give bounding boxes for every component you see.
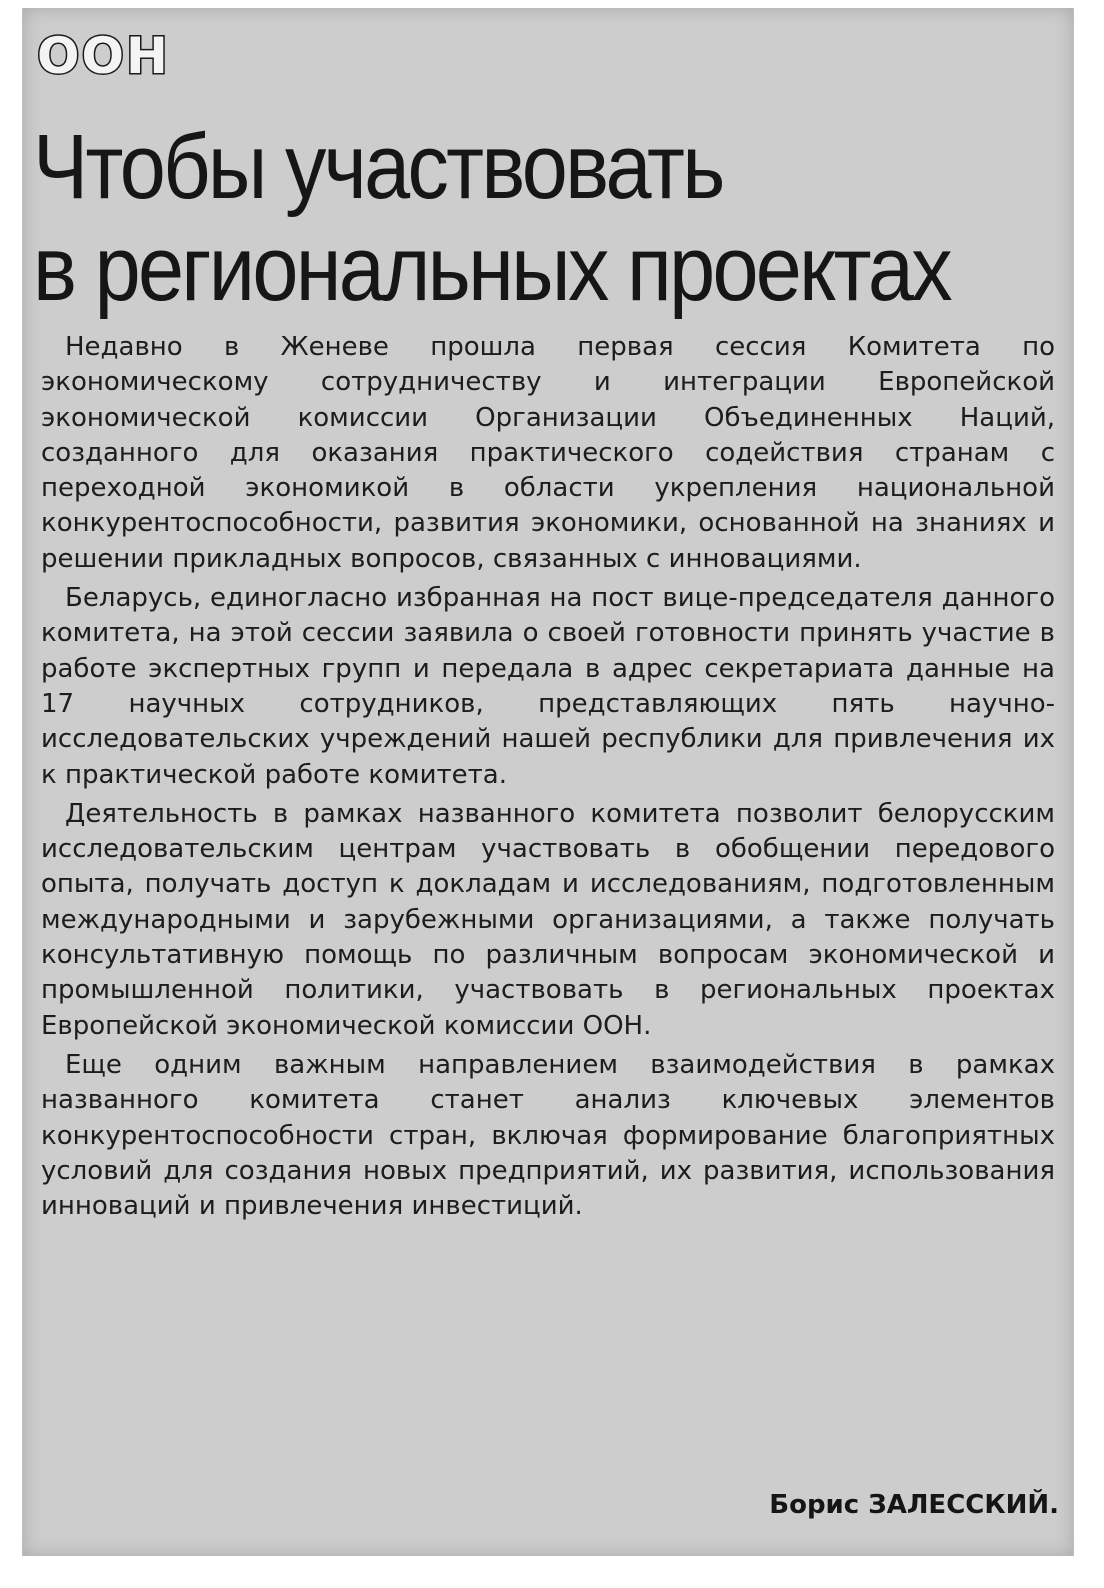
article-body — [41, 330, 1055, 1228]
paragraph: Беларусь, единогласно избранная на пост вице-председателя данного комитета, на этой сессии заявила о своей готовности принять участие в работе экспертных групп и передала в адрес секретариата данные на 17 научных сотрудников, представляющих пять научно-исследовательских учреждений нашей республики для привлечения их к практической работе комитета. — [41, 583, 1055, 790]
section-rubric: ООН — [37, 27, 170, 85]
author-signature: Борис ЗАЛЕССКИЙ. — [769, 1490, 1059, 1520]
headline-line-1: Чтобы участвовать — [33, 116, 723, 218]
paragraph: Еще одним важным направлением взаимодействия в рамках названного комитета станет анализ ключевых элементов конкурентоспособности стран, включая формирование благоприятных условий для создания новых предприятий, их развития, использования инноваций и привлечения инвестиций. — [41, 1049, 1055, 1222]
newspaper-clipping — [22, 8, 1074, 1556]
paragraph: Недавно в Женеве прошла первая сессия Комитета по экономическому сотрудничеству и интеграции Европейской экономической комиссии Организации Объединенных Наций, созданного для оказания практического содействия странам с переходной экономикой в области укрепления национальной конкурентоспособности, развития экономики, основанной на знаниях и решении прикладных вопросов, связанных с инновациями. — [41, 332, 1055, 574]
paragraph: Деятельность в рамках названного комитета позволит белорусским исследовательским центрам участвовать в обобщении передового опыта, получать доступ к докладам и исследованиям, подготовленным международными и зарубежными организациями, а также получать консультативную помощь по различным вопросам экономической и промышленной политики, участвовать в региональных проектах Европейской экономической комиссии ООН. — [41, 798, 1055, 1041]
headline-line-2: в региональных проектах — [33, 218, 950, 320]
article-headline — [33, 116, 951, 320]
